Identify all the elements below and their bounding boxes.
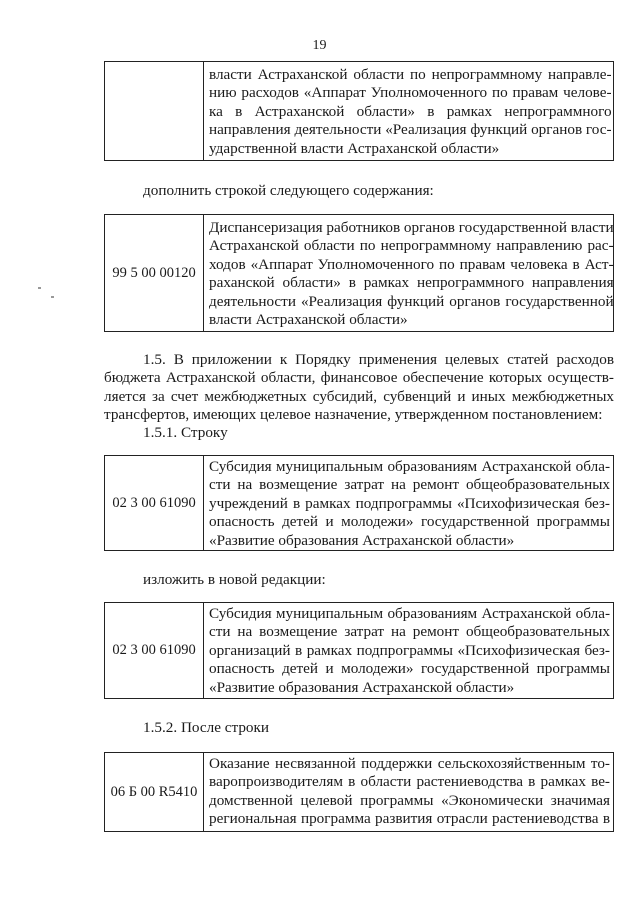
- text-line: деятельности «Реализация функций органов государственной: [209, 292, 614, 310]
- code-cell: 06 Б 00 R5410: [105, 753, 204, 831]
- text-line: ка в Астраханской области» в рамках непрограммного: [209, 102, 612, 120]
- table-row-2: [104, 214, 614, 332]
- text-line: Оказание несвязанной поддержки сельскохозяйственным то-: [209, 755, 610, 772]
- supplement-text: дополнить строкой следующего содержания:: [143, 182, 434, 199]
- text-line: Субсидия муниципальным образованиям Астраханской обла-: [209, 605, 610, 622]
- text-line: региональная программа развития отрасли растениеводства в: [209, 810, 610, 828]
- description-cell: [204, 62, 615, 160]
- section-1-5-paragraph: [104, 351, 614, 425]
- text-line: опасность детей и молодежи» государственной программы: [209, 513, 610, 531]
- scan-mark: [38, 287, 41, 289]
- code-cell: 02 3 00 61090: [105, 603, 204, 698]
- text-line: организаций в рамках подпрограммы «Психофизическая без-: [209, 641, 610, 659]
- code-cell: [105, 62, 204, 160]
- text-line: опасность детей и молодежи» государственной программы: [209, 660, 610, 678]
- text-line: ляется за счет межбюджетных субсидий, субвенций и иных межбюджетных: [104, 387, 614, 405]
- text-line: власти Астраханской области по непрограммному направле-: [209, 66, 612, 83]
- text-line: бюджета Астраханской области, финансовое обеспечение которых осуществ-: [104, 369, 614, 387]
- text-line: «Развитие образования Астраханской области»: [209, 531, 515, 549]
- table-row-4: [104, 602, 614, 699]
- text-line: Диспансеризация работников органов государственной власти: [209, 219, 614, 236]
- text-line: Субсидия муниципальным образованиям Астраханской обла-: [209, 458, 610, 475]
- description-cell: [204, 603, 613, 698]
- table-row-5: [104, 752, 614, 832]
- text-line: ходов «Аппарат Уполномоченного по правам человека в Аст-: [209, 255, 614, 273]
- text-line: Астраханской области по непрограммному направлению рас-: [209, 237, 614, 255]
- subsection-1-5-1: 1.5.1. Строку: [143, 424, 228, 441]
- description-cell: [204, 456, 613, 550]
- text-line: раханской области» в рамках непрограммного направления: [209, 274, 614, 292]
- new-edition-text: изложить в новой редакции:: [143, 571, 326, 588]
- page-number: 19: [312, 38, 327, 53]
- description-cell: [204, 753, 613, 831]
- subsection-1-5-2: 1.5.2. После строки: [143, 719, 270, 736]
- scan-mark: [51, 296, 54, 298]
- code-cell: 02 3 00 61090: [105, 456, 204, 550]
- description-cell: [204, 215, 617, 331]
- text-line: нию расходов «Аппарат Уполномоченного по правам челове-: [209, 84, 612, 102]
- table-row-1: [104, 61, 614, 161]
- text-line: направления деятельности «Реализация функций органов гос-: [209, 121, 612, 139]
- code-cell: 99 5 00 00120: [105, 215, 204, 331]
- text-line: учреждений в рамках подпрограммы «Психофизическая без-: [209, 494, 610, 512]
- text-line: сти на возмещение затрат на ремонт общеобразовательных: [209, 476, 610, 494]
- text-line: сти на возмещение затрат на ремонт общеобразовательных: [209, 623, 610, 641]
- text-line: трансфертов, имеющих целевое назначение, утвержденном постановлением:: [104, 406, 603, 424]
- text-line: варопроизводителям в области растениеводства в рамках ве-: [209, 773, 610, 791]
- text-line: «Развитие образования Астраханской области»: [209, 678, 515, 696]
- text-line: 1.5. В приложении к Порядку применения целевых статей расходов: [143, 351, 614, 368]
- text-line: власти Астраханской области»: [209, 311, 408, 329]
- table-row-3: [104, 455, 614, 551]
- text-line: домственной целевой программы «Экономически значимая: [209, 791, 610, 809]
- text-line: ударственной власти Астраханской области»: [209, 139, 500, 157]
